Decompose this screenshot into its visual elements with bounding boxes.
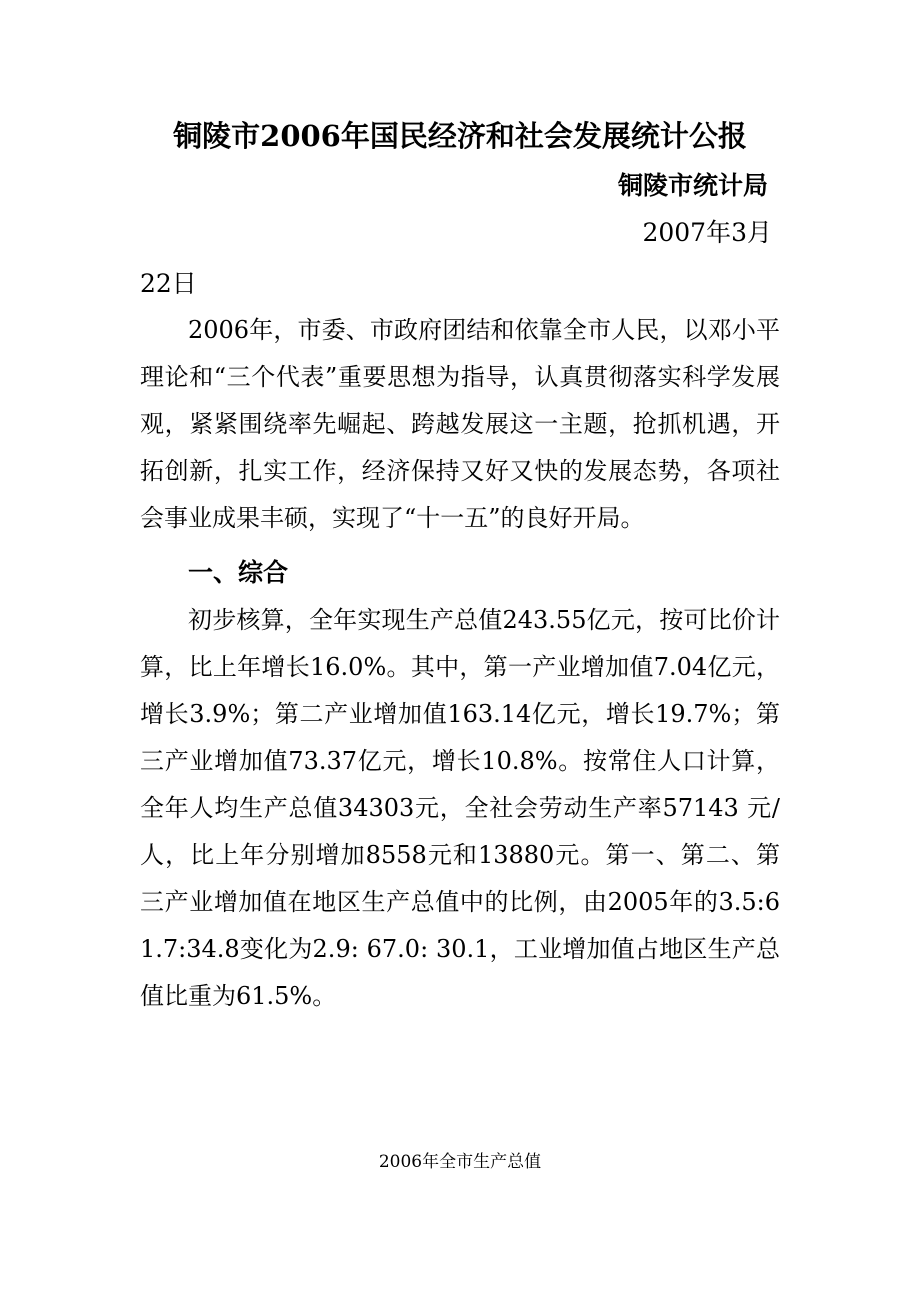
document-title: 铜陵市2006年国民经济和社会发展统计公报 [173,119,747,153]
document-date-line2: 22日 [140,269,197,298]
section-heading-overview: 一、综合 [188,558,289,587]
document-author: 铜陵市统计局 [617,171,768,200]
document-date-line1: 2007年3月 [642,218,772,247]
figure-caption: 2006年全市生产总值 [378,1152,542,1172]
intro-paragraph: 2006年，市委、市政府团结和依靠全市人民，以邓小平理论和“三个代表”重要思想为指导，认真贯彻落实科学发展观，紧紧围绕率先崛起、跨越发展这一主题，抢抓机遇，开拓创新，扎实工作，经济保持又好又快的发展态势，各项社会事业成果丰硕，实现了“十一五”的良好开局。 [140,316,780,532]
overview-paragraph: 初步核算，全年实现生产总值243.55亿元，按可比价计算，比上年增长16.0%。其中，第一产业增加值7.04亿元，增长3.9%；第二产业增加值163.14亿元，增长19.7%；第三产业增加值73.37亿元，增长10.8%。按常住人口计算，全年人均生产总值34303元，全社会劳动生产率57143 元/人，比上年分别增加8558元和13880元。第一、第二、第三产业增加值在地区生产总值中的比例，由2005年的3.5:61.7:34.8变化为2.9: 67.0: 30.1，工业增加值占地区生产总值比重为61.5%。 [140,606,780,1010]
